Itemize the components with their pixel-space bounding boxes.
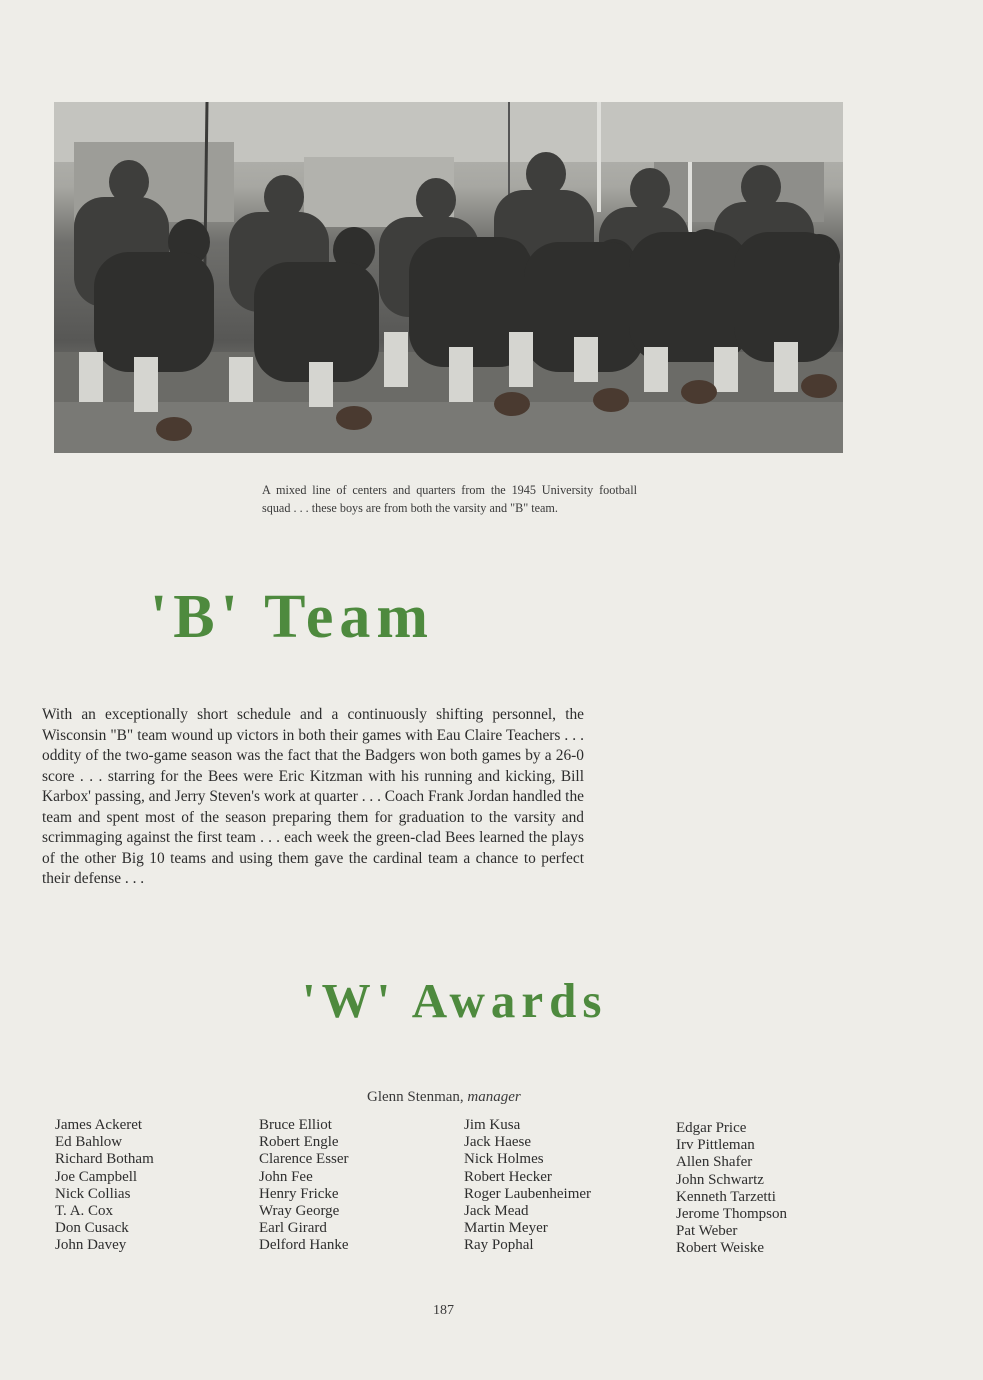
b-team-heading: 'B' Team — [150, 583, 435, 651]
award-name: John Schwartz — [676, 1171, 764, 1188]
awards-column-3 — [464, 1117, 591, 1255]
award-name: Pat Weber — [676, 1223, 738, 1240]
award-name: Kenneth Tarzetti — [676, 1188, 776, 1205]
awards-column-2 — [259, 1117, 349, 1255]
award-name: Joe Campbell — [55, 1168, 138, 1185]
award-name: Jack Mead — [464, 1203, 529, 1220]
award-name: Richard Botham — [55, 1151, 154, 1168]
team-photo — [54, 102, 843, 453]
award-name: Don Cusack — [55, 1220, 129, 1237]
award-name: Ray Pophal — [464, 1237, 534, 1254]
award-name: Robert Hecker — [464, 1168, 552, 1185]
b-team-paragraph: With an exceptionally short schedule and a continuously shifting personnel, the Wisconsin "B" team wound up victors in both their games with Eau Claire Teachers . . . oddity of the two-game season was the fact that the Badgers won both games by a 26-0 score . . . starring for the Bees were Eric Kitzman with his running and kicking, Bill Karbox' passing, and Jerry Steven's work at quarter . . . Coach Frank Jordan handled the team and spent most of the season preparing them for graduation to the varsity and scrimmaging against the first team . . . each week the green-clad Bees learned the plays of the other Big 10 teams and using them gave the cardinal team a chance to perfect their defense . . . — [42, 706, 584, 887]
award-name: Roger Laubenheimer — [464, 1185, 592, 1202]
award-name: Allen Shafer — [676, 1154, 753, 1171]
page-number: 187 — [433, 1303, 454, 1318]
award-name: James Ackeret — [55, 1117, 143, 1133]
award-name: John Fee — [259, 1168, 313, 1185]
award-name: T. A. Cox — [55, 1203, 114, 1220]
award-name: Delford Hanke — [259, 1237, 349, 1254]
award-name: Irv Pittleman — [676, 1137, 755, 1154]
award-name: Robert Weiske — [676, 1240, 765, 1257]
manager-name: Glenn Stenman, — [367, 1089, 464, 1105]
award-name: Martin Meyer — [464, 1220, 548, 1237]
award-name: Jim Kusa — [464, 1117, 521, 1133]
award-name: Wray George — [259, 1203, 340, 1220]
manager-role: manager — [467, 1089, 521, 1105]
award-name: Jerome Thompson — [676, 1206, 787, 1223]
awards-column-4 — [676, 1120, 787, 1258]
award-name: Bruce Elliot — [259, 1117, 332, 1133]
award-name: Robert Engle — [259, 1134, 339, 1151]
w-awards-heading: 'W' Awards — [302, 973, 608, 1028]
award-name: Nick Collias — [55, 1185, 131, 1202]
award-name: Clarence Esser — [259, 1151, 349, 1168]
photo-caption: A mixed line of centers and quarters from the 1945 University football squad . . . these boys are from both the varsity and "B" team. — [262, 483, 637, 515]
manager-line — [367, 1089, 521, 1106]
award-name: Nick Holmes — [464, 1151, 544, 1168]
award-name: John Davey — [55, 1237, 127, 1254]
award-name: Jack Haese — [464, 1134, 532, 1151]
award-name: Ed Bahlow — [55, 1134, 123, 1151]
award-name: Edgar Price — [676, 1120, 747, 1136]
award-name: Henry Fricke — [259, 1185, 339, 1202]
award-name: Earl Girard — [259, 1220, 327, 1237]
team-photo-graphic — [54, 102, 843, 453]
awards-column-1 — [55, 1117, 154, 1255]
